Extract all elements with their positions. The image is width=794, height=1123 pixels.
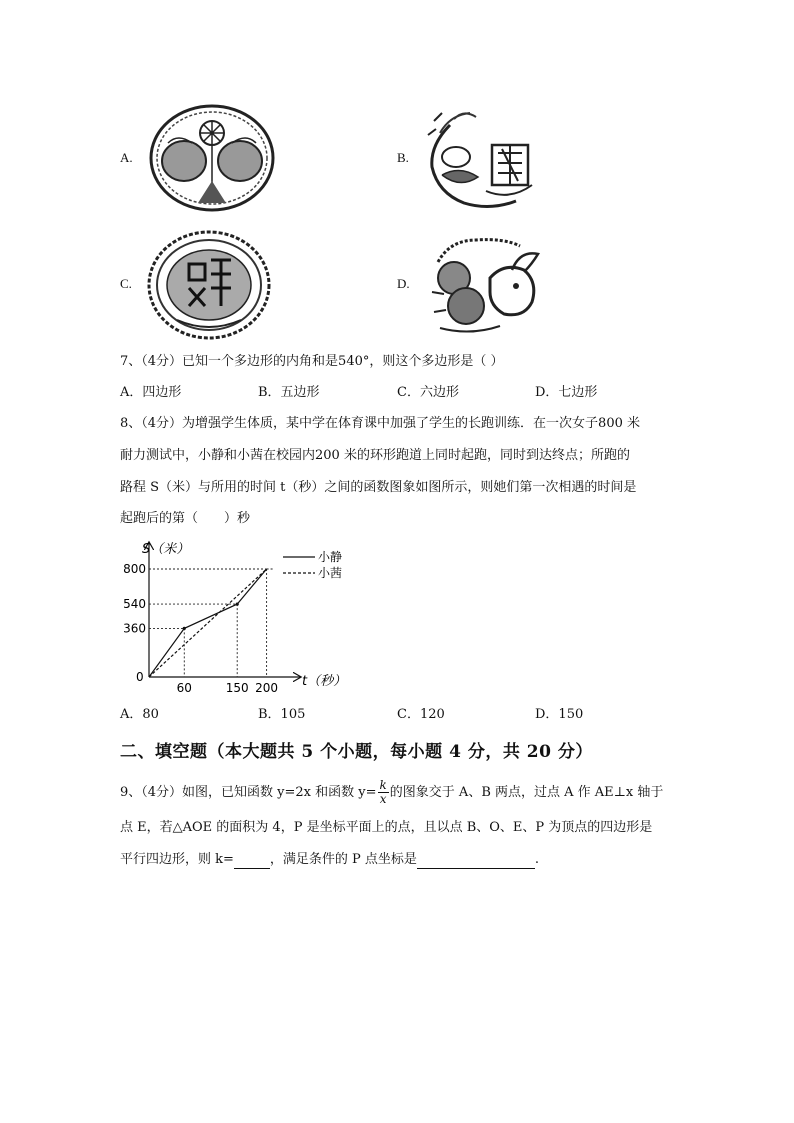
q9-line-1 <box>120 779 663 806</box>
q9-line-1-end: 的图象交于 A、B 两点，过点 A 作 AE⊥x 轴于 <box>389 785 664 800</box>
section-2-title: 二、填空题（本大题共 5 个小题，每小题 4 分，共 20 分） <box>120 742 593 762</box>
q9-line-3-mid: ，满足条件的 P 点坐标是 <box>269 852 417 867</box>
q9-line-3-start: 平行四边形，则 k= <box>120 852 234 867</box>
k-answer-blank[interactable] <box>234 854 270 869</box>
data-point-60 <box>183 627 186 630</box>
x-tick-label-60: 60 <box>176 681 192 695</box>
q9-line-1-start: 9、（4分）如图，已知函数 y=2x 和函数 y= <box>120 785 377 800</box>
q7-option-a[interactable]: A．四边形 <box>120 385 182 400</box>
y-tick-label-800: 800 <box>123 562 146 576</box>
q8-stem-line-2: 耐力测试中，小静和小茜在校园内200 米的环形跑道上同时起跑，同时到达终点；所跑的 <box>120 448 630 463</box>
papercut-flower-medallion-icon[interactable] <box>148 103 276 213</box>
q8-option-a[interactable]: A．80 <box>120 707 159 722</box>
fraction-numerator: k <box>379 778 387 792</box>
q8-option-b[interactable]: B．105 <box>258 707 306 722</box>
fraction-denominator: x <box>379 792 387 806</box>
q7-stem: 7、（4分）已知一个多边形的内角和是540°，则这个多边形是（ ） <box>120 354 504 369</box>
legend-label-xiaojing: 小静 <box>318 550 343 564</box>
data-point-150 <box>236 603 239 606</box>
legend-label-xiaoqian: 小茜 <box>318 566 343 580</box>
p-coordinate-answer-blank[interactable] <box>417 854 535 869</box>
q6-option-d-letter[interactable]: D. <box>397 276 410 291</box>
papercut-fu-medallion-icon[interactable] <box>147 230 271 340</box>
k-over-x-fraction <box>378 779 389 806</box>
x-tick-label-150: 150 <box>225 681 249 695</box>
q9-line-3-end: . <box>534 852 540 867</box>
q9-line-3 <box>120 851 539 869</box>
y-tick-label-360: 360 <box>123 621 146 636</box>
q9-line-2: 点 E，若△AOE 的面积为 4，P 是坐标平面上的点，且以点 B、O、E、P 为顶点的四边形是 <box>120 820 653 835</box>
q8-option-d[interactable]: D．150 <box>535 707 584 722</box>
q7-option-b[interactable]: B．五边形 <box>258 385 320 400</box>
q6-option-a-letter[interactable]: A. <box>120 150 133 165</box>
x-axis-label: t（秒） <box>302 674 347 689</box>
q6-option-c-letter[interactable]: C. <box>120 276 132 291</box>
q8-stem-line-1: 8、（4分）为增强学生体质，某中学在体育课中加强了学生的长跑训练．在一次女子800 米 <box>120 416 640 431</box>
distance-time-chart <box>120 535 360 695</box>
q8-option-c[interactable]: C．120 <box>397 707 445 722</box>
papercut-peony-rabbit-icon[interactable] <box>420 232 548 340</box>
origin-label: 0 <box>136 670 144 684</box>
q7-option-c[interactable]: C．六边形 <box>397 385 459 400</box>
y-tick-label-540: 540 <box>123 597 146 612</box>
x-tick-label-200: 200 <box>255 681 279 695</box>
series-line-xiaoqian <box>149 569 267 677</box>
papercut-lotus-character-icon[interactable] <box>420 105 544 213</box>
q7-option-d[interactable]: D．七边形 <box>535 385 598 400</box>
q6-option-b-letter[interactable]: B. <box>397 150 409 165</box>
q8-stem-line-4: 起跑后的第（ ）秒 <box>120 511 251 526</box>
y-axis-label: S（米） <box>142 542 190 557</box>
q8-stem-line-3: 路程 S（米）与所用的时间 t（秒）之间的函数图象如图所示，则她们第一次相遇的时间是 <box>120 480 637 495</box>
